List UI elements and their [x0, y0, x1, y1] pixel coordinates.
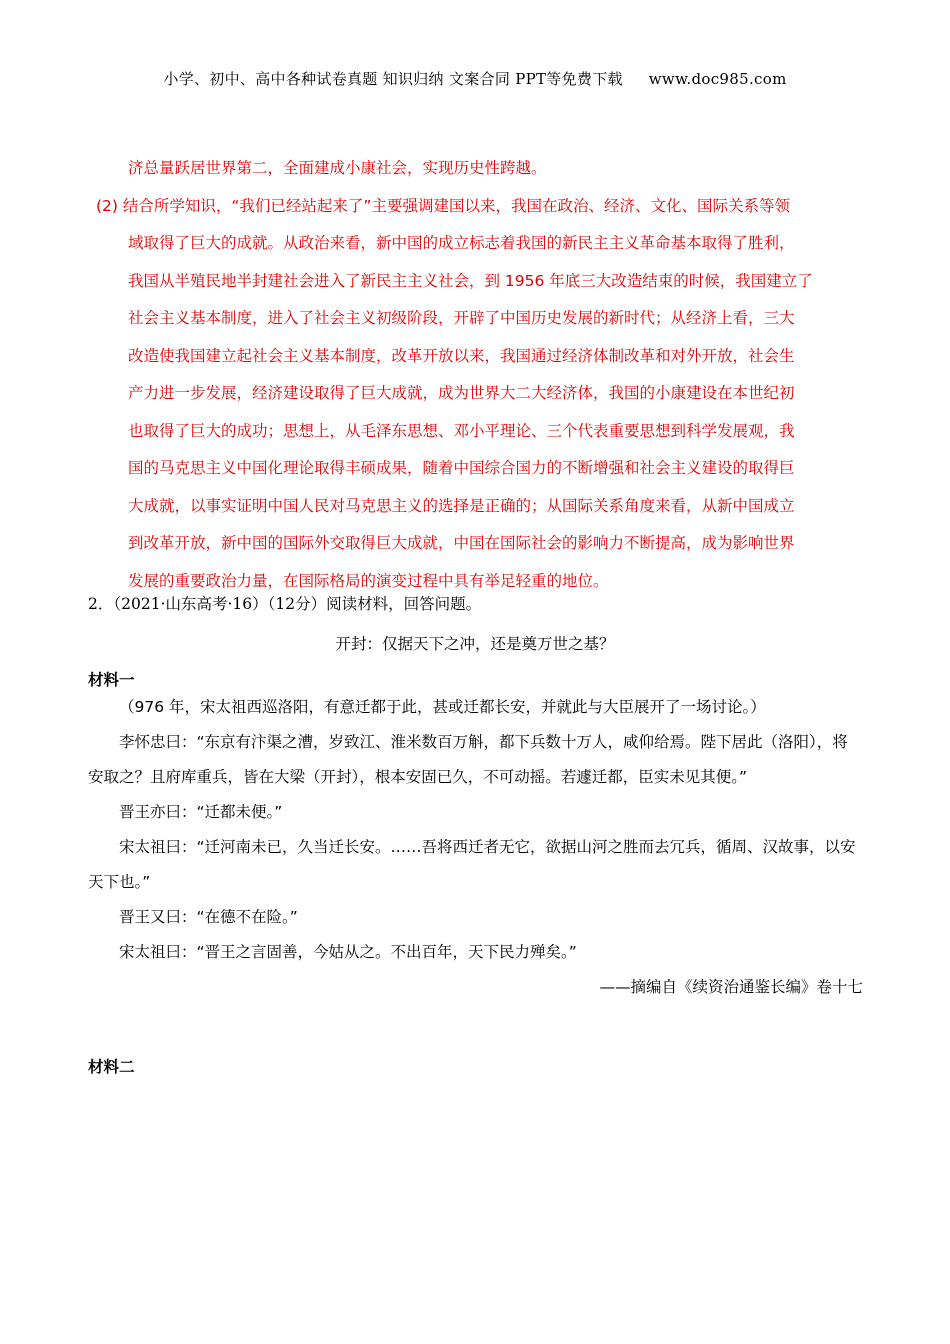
answer-line: 产力进一步发展，经济建设取得了巨大成就，成为世界大二大经济体，我国的小康建设在本世纪初 [128, 384, 795, 402]
material-paragraph: （976 年，宋太祖西巡洛阳，有意迁都于此，甚或迁都长安，并就此与大臣展开了一场讨论。） [119, 698, 766, 716]
material-paragraph: 李怀忠曰：“东京有汴渠之漕，岁致江、淮米数百万斛，都下兵数十万人，咸仰给焉。陛下居此（洛阳），将安取之？且府库重兵，皆在大梁（开封），根本安固已久，不可动摇。若遽迁都，臣实未见其便。” [88, 733, 848, 786]
question-subtitle: 开封：仅据天下之冲，还是奠万世之基？ [335, 635, 615, 653]
page-header [0, 68, 950, 89]
material-two-heading: 材料二 [88, 1058, 135, 1076]
answer-line: 国的马克思主义中国化理论取得丰硕成果，随着中国综合国力的不断增强和社会主义建设的取得巨 [128, 459, 795, 477]
header-text: 小学、初中、高中各种试卷真题 知识归纳 文案合同 PPT等免费下载 [163, 70, 623, 88]
answer-line: 到改革开放，新中国的国际外交取得巨大成就，中国在国际社会的影响力不断提高，成为影响世界 [128, 534, 795, 552]
question-title: 2．（2021·山东高考·16）（12分）阅读材料，回答问题。 [88, 595, 482, 613]
material-one-body [88, 690, 863, 1005]
answer-line: 大成就，以事实证明中国人民对马克思主义的选择是正确的；从国际关系角度来看，从新中国成立 [128, 496, 795, 515]
material-paragraph: 晋王亦曰：“迁都未便。” [119, 803, 283, 821]
answer-line: 发展的重要政治力量，在国际格局的演变过程中具有举足轻重的地位。 [128, 571, 609, 590]
header-site[interactable]: www.doc985.com [648, 70, 787, 88]
material-paragraph: 晋王又曰：“在德不在险。” [119, 908, 298, 926]
answer-line: 域取得了巨大的成就。从政治来看，新中国的成立标志着我国的新民主主义革命基本取得了胜利， [128, 234, 795, 252]
answer-line: (2) 结合所学知识，“我们已经站起来了”主要强调建国以来，我国在政治、经济、文化、国际关系等领 [96, 196, 790, 215]
answer-line: 改造使我国建立起社会主义基本制度，改革开放以来，我国通过经济体制改革和对外开放，社会生 [128, 346, 795, 365]
answer-line: 我国从半殖民地半封建社会进入了新民主主义社会，到 1956 年底三大改造结束的时候，我国建立了 [128, 271, 813, 290]
answer-line: 也取得了巨大的成功；思想上，从毛泽东思想、邓小平理论、三个代表重要思想到科学发展观，我 [128, 421, 795, 440]
material-paragraph: 宋太祖曰：“迁河南未已，久当迁长安。……吾将西迁者无它，欲据山河之胜而去冗兵，循周、汉故事，以安天下也。” [88, 838, 856, 891]
material-paragraph: 宋太祖曰：“晋王之言固善，今姑从之。不出百年，天下民力殚矣。” [119, 943, 577, 961]
answer-line: 济总量跃居世界第二，全面建成小康社会，实现历史性跨越。 [128, 159, 547, 177]
answer-line: 社会主义基本制度，进入了社会主义初级阶段，开辟了中国历史发展的新时代；从经济上看，三大 [128, 309, 795, 327]
answer-block [96, 150, 866, 600]
material-source: ——摘编自《续资治通鉴长编》卷十七 [599, 978, 863, 996]
material-one-heading: 材料一 [88, 671, 135, 689]
